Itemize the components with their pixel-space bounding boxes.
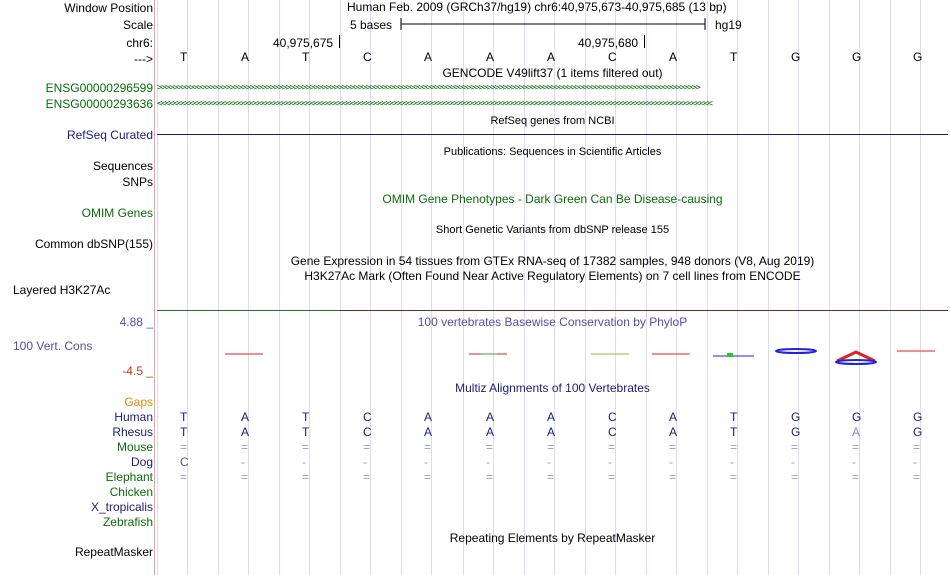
species-label[interactable]: Human [114,410,153,424]
species-label[interactable]: Dog [130,455,153,469]
alignment-cell: = [302,470,310,484]
alignment-cell: = [913,470,921,484]
alignment-cell: = [363,440,371,454]
window-position-label: Window Position [64,1,153,15]
base-letter: T [302,50,310,64]
alignment-cell: C [180,455,189,469]
alignment-cell: A [547,425,556,439]
alignment-cell: = [241,440,249,454]
base-letter: G [913,50,923,64]
label-divider [154,0,155,575]
alignment-cell: = [241,470,249,484]
base-letter: A [547,50,556,64]
base-letter: T [180,50,188,64]
alignment-cell: T [180,410,188,424]
species-label[interactable]: Rhesus [112,425,153,439]
alignment-cell: = [608,440,616,454]
alignment-cell: G [791,410,801,424]
cons-min-label: -4.5 _ [122,364,153,378]
scale-label: Scale [122,18,153,32]
alignment-cell: G [913,425,923,439]
cons-max-label: 4.88 _ [119,315,153,329]
alignment-cell: A [424,410,433,424]
dbsnp-title: Short Genetic Variants from dbSNP release 155 [435,224,670,236]
base-letter: T [730,50,738,64]
alignment-cell: A [424,425,433,439]
alignment-cell: G [852,410,862,424]
base-letter: A [241,50,250,64]
species-label[interactable]: Elephant [105,470,153,484]
alignment-cell: T [302,425,310,439]
omim-title: OMIM Gene Phenotypes - Dark Green Can Be Disease-causing [382,192,723,206]
species-label[interactable]: Mouse [116,440,153,454]
gaps-label[interactable]: Gaps [124,395,153,409]
alignment-cell: - [302,455,306,469]
window-position-text: Human Feb. 2009 (GRCh37/hg19) chr6:40,975,673-40,975,685 (13 bp) [347,0,727,14]
alignment-cell: = [486,470,494,484]
alignment-cell: C [608,425,617,439]
alignment-cell: A [852,425,861,439]
refseq-title: RefSeq genes from NCBI [490,115,615,127]
alignment-cell: - [486,455,490,469]
alignment-cell: = [730,440,738,454]
alignment-cell: - [852,455,856,469]
alignment-cell: = [791,440,799,454]
alignment-cell: = [424,470,432,484]
base-letter: A [669,50,678,64]
h3k27ac-signal-right [340,310,948,311]
alignment-cell: = [547,470,555,484]
alignment-cell: - [791,455,795,469]
alignment-cell: = [363,470,371,484]
alignment-cell: = [486,440,494,454]
alignment-cell: = [852,470,860,484]
alignment-cell: = [302,440,310,454]
coord-label-2: 40,975,680 [578,36,639,50]
alignment-cell: A [486,410,495,424]
alignment-cell: T [180,425,188,439]
assembly-text: hg19 [715,18,742,32]
alignment-cell: - [669,455,673,469]
alignment-cell: T [302,410,310,424]
base-letter: A [486,50,495,64]
alignment-cell: - [547,455,551,469]
alignment-cell: A [669,410,678,424]
repeatmasker-label[interactable]: RepeatMasker [74,545,153,559]
gene-label-1[interactable]: ENSG00000296599 [45,81,153,95]
alignment-cell: C [363,425,372,439]
alignment-cell: A [547,410,556,424]
base-letter: G [852,50,862,64]
phylop-title: 100 vertebrates Basewise Conservation by PhyloP [417,315,688,329]
layered-h3k27ac-label[interactable]: Layered H3K27Ac [13,283,111,297]
alignment-cell: C [363,410,372,424]
strand-arrow-label: ---> [134,52,153,66]
alignment-cell: G [791,425,801,439]
base-letter: C [363,50,372,64]
alignment-cell: = [730,470,738,484]
base-letter: C [608,50,617,64]
alignment-cell: = [669,470,677,484]
refseq-label[interactable]: RefSeq Curated [66,128,153,142]
alignment-cell: T [730,410,738,424]
alignment-cell: - [913,455,917,469]
gencode-title: GENCODE V49lift37 (1 items filtered out) [442,66,663,80]
alignment-cell: = [608,470,616,484]
h3k27ac-signal-left [157,310,340,311]
h3k27ac-title: H3K27Ac Mark (Often Found Near Active Regulatory Elements) on 7 cell lines from ENCODE [304,269,801,283]
base-letter: A [424,50,433,64]
scale-bar [398,17,710,31]
sequences-label[interactable]: Sequences [92,159,153,173]
alignment-cell: - [730,455,734,469]
omim-label[interactable]: OMIM Genes [81,206,153,220]
scale-bases-text: 5 bases [350,18,393,32]
species-label[interactable]: Chicken [109,485,153,499]
gene-forward-strand[interactable]: >>>>>>>>>>>>>>>>>>>>>>>>>>>>>>>>>>>>>>>>>>>>>>>>>>>>>>>>>>>>>>>>>>>>>>>>>>>>>>>>>>>>>>>>>>>>>>>>>>>>>>>>>>>>>>>>>>>>>>>>>>>>>>>>>>>>>>> [157,83,700,93]
alignment-cell: = [180,440,188,454]
chr-label: chr6: [126,36,153,50]
coord-tick-2 [644,35,645,48]
alignment-cell: - [424,455,428,469]
alignment-cell: T [730,425,738,439]
alignment-cell: G [913,410,923,424]
cons-track-label[interactable]: 100 Vert. Cons [13,339,93,353]
alignment-cell: = [913,440,921,454]
alignment-cell: A [241,425,250,439]
alignment-cell: = [424,440,432,454]
coord-tick-1 [339,35,340,48]
gene-label-2[interactable]: ENSG00000293636 [45,97,153,111]
alignment-cell: = [180,470,188,484]
coord-label-1: 40,975,675 [273,36,334,50]
alignment-cell: - [241,455,245,469]
snps-label[interactable]: SNPs [122,175,153,189]
gene-reverse-strand[interactable]: <<<<<<<<<<<<<<<<<<<<<<<<<<<<<<<<<<<<<<<<<<<<<<<<<<<<<<<<<<<<<<<<<<<<<<<<<<<<<<<<<<<<<<<<<<<<<<<<<<<<<<<<<<<<<<<<<<<<<<<<<<<<<<<<<<<<<<<<<< [157,99,712,109]
repeatmasker-title: Repeating Elements by RepeatMasker [449,531,656,545]
gtex-title: Gene Expression in 54 tissues from GTEx RNA-seq of 17382 samples, 948 donors (V8, Aug 2019) [290,254,815,268]
alignment-cell: = [852,440,860,454]
alignment-cell: - [608,455,612,469]
refseq-line[interactable] [157,134,948,135]
common-dbsnp-label[interactable]: Common dbSNP(155) [34,237,153,251]
alignment-cell: = [791,470,799,484]
conservation-graph [157,345,948,370]
alignment-cell: = [547,440,555,454]
publications-title: Publications: Sequences in Scientific Articles [443,146,662,158]
alignment-cell: - [363,455,367,469]
alignment-cell: A [669,425,678,439]
species-label[interactable]: X_tropicalis [90,500,153,514]
alignment-cell: A [486,425,495,439]
alignment-cell: C [608,410,617,424]
base-letter: G [791,50,801,64]
alignment-cell: = [669,440,677,454]
multiz-title: Multiz Alignments of 100 Vertebrates [455,381,650,395]
species-label[interactable]: Zebrafish [102,515,153,529]
alignment-cell: A [241,410,250,424]
